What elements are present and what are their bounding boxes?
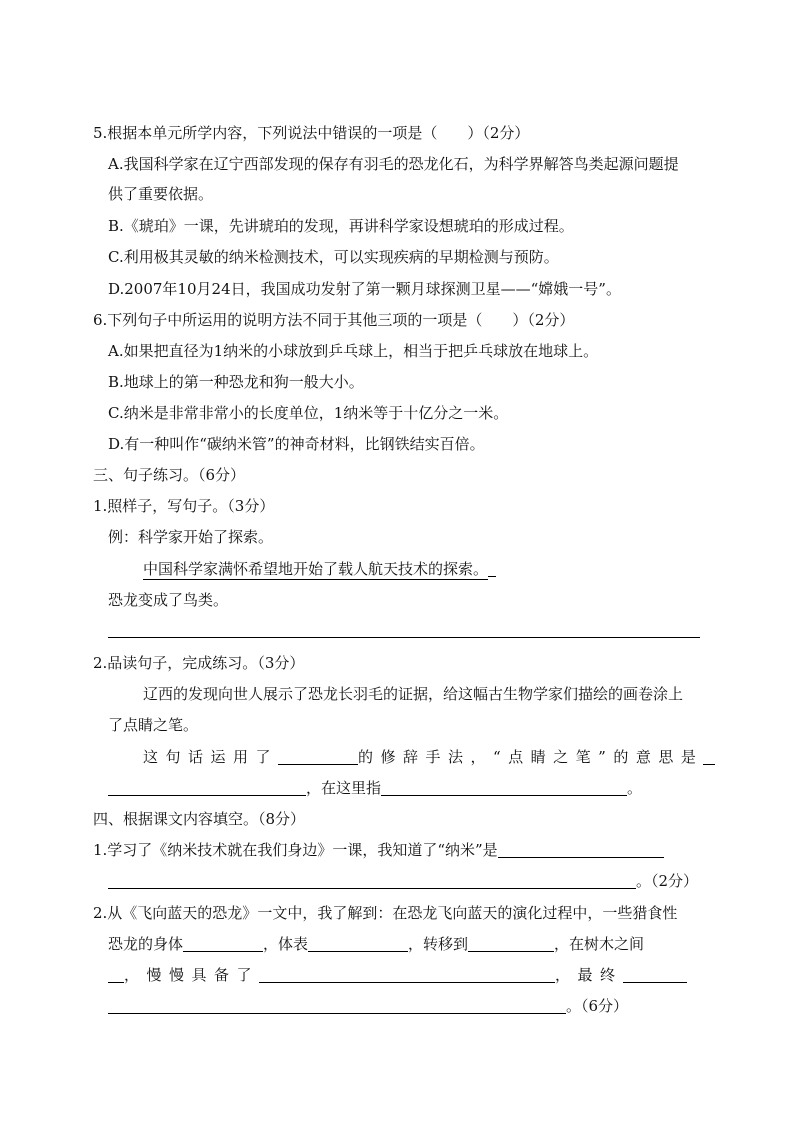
sec3-q1-model-sentence (143, 559, 496, 579)
fill-text-4: 。 (627, 779, 643, 797)
result-blank[interactable] (108, 997, 566, 1014)
sec4-q1-line2 (108, 871, 698, 891)
sec4-q2-text-a: 恐龙的身体 (108, 935, 184, 953)
habitat-blank[interactable] (468, 935, 554, 952)
section-4-title: 四、根据课文内容填空。（8分） (93, 810, 306, 828)
sec4-q2-text-e: ，慢慢具备了 (124, 966, 260, 984)
sec3-q1-answer-line[interactable] (108, 637, 700, 638)
rhetoric-blank[interactable] (278, 748, 358, 765)
sec4-q1-end: 。（2分） (636, 872, 699, 890)
sec4-q2-line1: 2.从《飞向蓝天的恐龙》一文中，我了解到：在恐龙飞向蓝天的演化过程中，一些猎食性 (93, 904, 678, 922)
sec4-q2-line2 (108, 934, 644, 954)
model-sentence-text: 中国科学家满怀希望地开始了载人航天技术的探索。 (143, 560, 489, 578)
body-blank[interactable] (183, 935, 263, 952)
fill-text-1: 这句话运用了 (143, 748, 279, 766)
sec3-q2-passage-line1: 辽西的发现向世人展示了恐龙长羽毛的证据，给这幅古生物学家们描绘的画卷涂上 (143, 685, 684, 703)
q6-option-c: C.纳米是非常非常小的长度单位，1纳米等于十亿分之一米。 (108, 404, 509, 422)
section-3-title: 三、句子练习。（6分） (93, 466, 246, 484)
sec3-q1-stem: 1.照样子，写句子。（3分） (93, 497, 275, 515)
refers-to-blank[interactable] (381, 779, 627, 796)
meaning-blank[interactable] (108, 779, 306, 796)
sec4-q2-text-c: ，转移到 (408, 935, 469, 953)
skin-blank[interactable] (308, 935, 408, 952)
sec3-q2-stem: 2.品读句子，完成练习。（3分） (93, 654, 305, 672)
sec4-q1-text: 1.学习了《纳米技术就在我们身边》一课，我知道了“纳米”是 (93, 841, 498, 859)
q6-option-d: D.有一种叫作“碳纳米管”的神奇材料，比钢铁结实百倍。 (108, 435, 485, 453)
fill-text-2: 的修辞手法，“点睛之笔”的意思是 (358, 748, 704, 766)
movement-blank[interactable] (108, 966, 124, 983)
sec3-q1-example: 例：科学家开始了探索。 (108, 528, 274, 546)
result-blank-start[interactable] (623, 966, 687, 983)
ability-blank[interactable] (259, 966, 555, 983)
q5-option-d: D.2007年10月24日，我国成功发射了第一颗月球探测卫星——“嫦娥一号”。 (108, 280, 621, 298)
q6-option-a: A.如果把直径为1纳米的小球放到乒乓球上，相当于把乒乓球放在地球上。 (108, 342, 599, 360)
sec4-q2-text-b: ，体表 (263, 935, 309, 953)
sec4-q2-text-d: ，在树木之间 (554, 935, 645, 953)
sec4-q2-line3 (108, 965, 687, 985)
sec4-q2-text-f: ，最终 (555, 966, 623, 984)
sec4-q1-line1 (93, 840, 664, 860)
sec3-q2-fill-line2 (108, 778, 642, 798)
q5-stem: 5.根据本单元所学内容，下列说法中错误的一项是（ ）（2分） (93, 124, 530, 142)
q6-stem: 6.下列句子中所运用的说明方法不同于其他三项的一项是（ ）（2分） (93, 311, 575, 329)
sec3-q2-fill-line1 (143, 747, 715, 767)
fill-text-3: ，在这里指 (306, 779, 382, 797)
q5-option-c: C.利用极其灵敏的纳米检测技术，可以实现疾病的早期检测与预防。 (108, 248, 559, 266)
q5-option-a-line2: 供了重要依据。 (108, 185, 214, 203)
sec4-q2-end: 。（6分） (566, 997, 629, 1015)
sec3-q2-passage-line2: 了点睛之笔。 (108, 716, 199, 734)
nano-definition-blank[interactable] (108, 872, 636, 889)
sec4-q2-line4 (108, 996, 628, 1016)
meaning-blank-start[interactable] (703, 748, 715, 765)
q5-option-b: B.《琥珀》一课，先讲琥珀的发现，再讲科学家设想琥珀的形成过程。 (108, 217, 574, 235)
sec3-q1-prompt: 恐龙变成了鸟类。 (108, 591, 229, 609)
nano-definition-blank-start[interactable] (498, 841, 664, 858)
q6-option-b: B.地球上的第一种恐龙和狗一般大小。 (108, 373, 364, 391)
q5-option-a-line1: A.我国科学家在辽宁西部发现的保存有羽毛的恐龙化石，为科学界解答鸟类起源问题提 (108, 155, 679, 173)
